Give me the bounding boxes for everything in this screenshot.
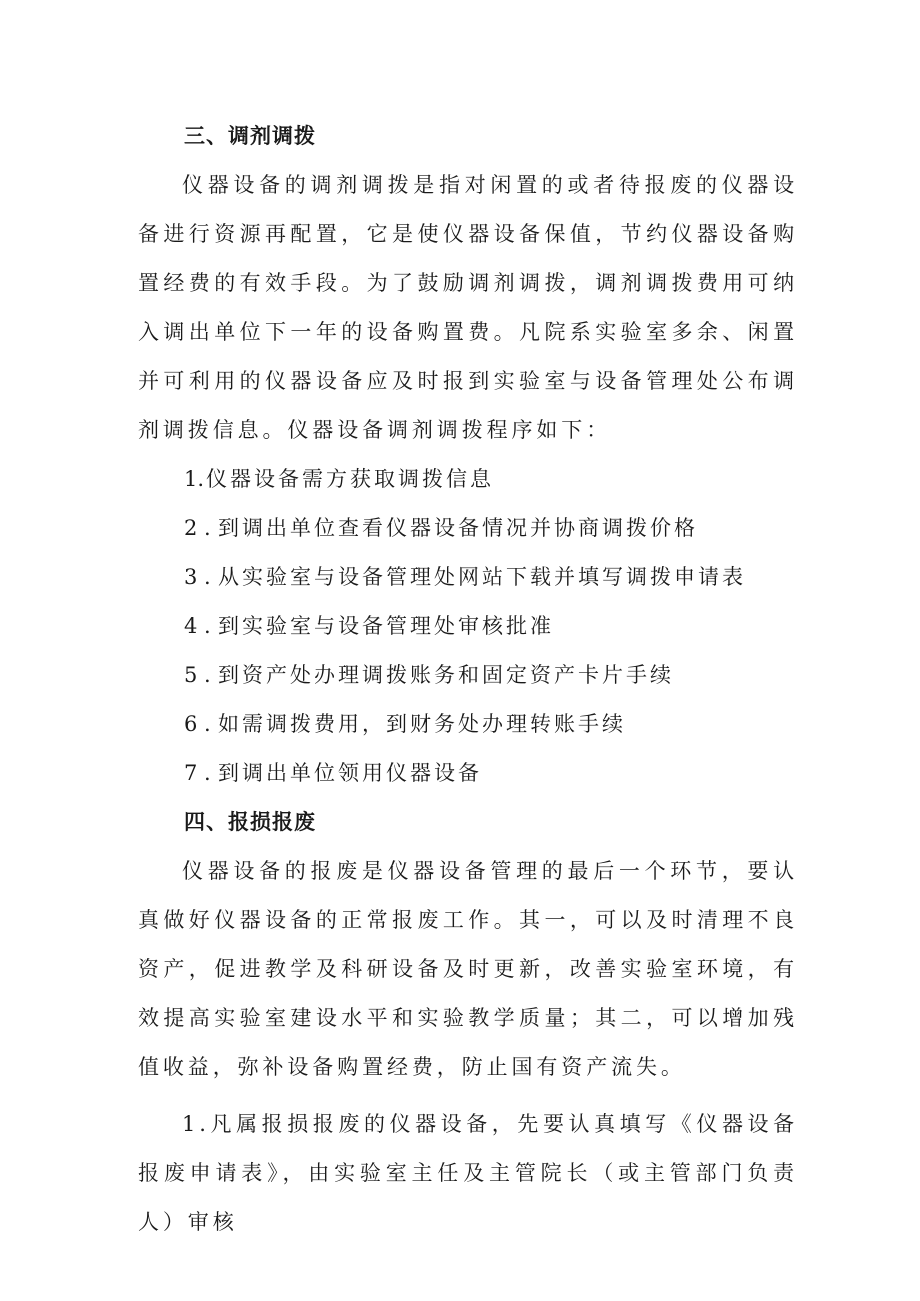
step-7-text: 到调出单位领用仪器设备 xyxy=(218,761,482,785)
section-4-paragraph: 仪器设备的报废是仪器设备管理的最后一个环节，要认真做好仪器设备的正常报废工作。其一，可以及时清理不良资产，促进教学及科研设备及时更新，改善实验室环境，有效提高实验室建设水平和实验教学质量；其二，可以增加残值收益，弥补设备购置经费，防止国有资产流失。 xyxy=(138,859,798,1079)
document-body xyxy=(138,112,798,1247)
step-6-text: 如需调拨费用，到财务处办理转账手续 xyxy=(218,712,626,736)
step-2-text: 到调出单位查看仪器设备情况并协商调拨价格 xyxy=(218,516,698,540)
step-3-text: 从实验室与设备管理处网站下载并填写调拨申请表 xyxy=(218,565,746,589)
section-3-paragraph: 仪器设备的调剂调拨是指对闲置的或者待报废的仪器设备进行资源再配置，它是使仪器设备保值，节约仪器设备购置经费的有效手段。为了鼓励调剂调拨，调剂调拨费用可纳入调出单位下一年的设备购置费。凡院系实验室多余、闲置并可利用的仪器设备应及时报到实验室与设备管理处公布调剂调拨信息。仪器设备调剂调拨程序如下： xyxy=(138,173,798,442)
step-6-number: 6 . xyxy=(184,712,211,736)
step-2-number: 2 . xyxy=(184,516,211,540)
step-7-number: 7 . xyxy=(184,761,211,785)
step-7 xyxy=(138,749,798,798)
step-5-number: 5 . xyxy=(184,663,211,687)
step-6 xyxy=(138,700,798,749)
section-4-item-1: 1.凡属报损报废的仪器设备，先要认真填写《仪器设备报废申请表》，由实验室主任及主管院长（或主管部门负责人）审核 xyxy=(138,1112,798,1234)
step-5-text: 到资产处办理调拨账务和固定资产卡片手续 xyxy=(218,663,674,687)
step-4 xyxy=(138,602,798,651)
step-1-text: 仪器设备需方获取调拨信息 xyxy=(206,467,494,491)
step-5 xyxy=(138,651,798,700)
step-1 xyxy=(138,455,798,504)
step-2 xyxy=(138,504,798,553)
section-3-heading: 三、调剂调拨 xyxy=(184,124,316,148)
section-3-steps xyxy=(138,455,798,798)
step-1-number: 1. xyxy=(184,467,205,491)
step-4-text: 到实验室与设备管理处审核批准 xyxy=(218,614,554,638)
step-3-number: 3 . xyxy=(184,565,211,589)
step-4-number: 4 . xyxy=(184,614,211,638)
step-3 xyxy=(138,553,798,602)
section-4-heading: 四、报损报废 xyxy=(184,810,316,834)
